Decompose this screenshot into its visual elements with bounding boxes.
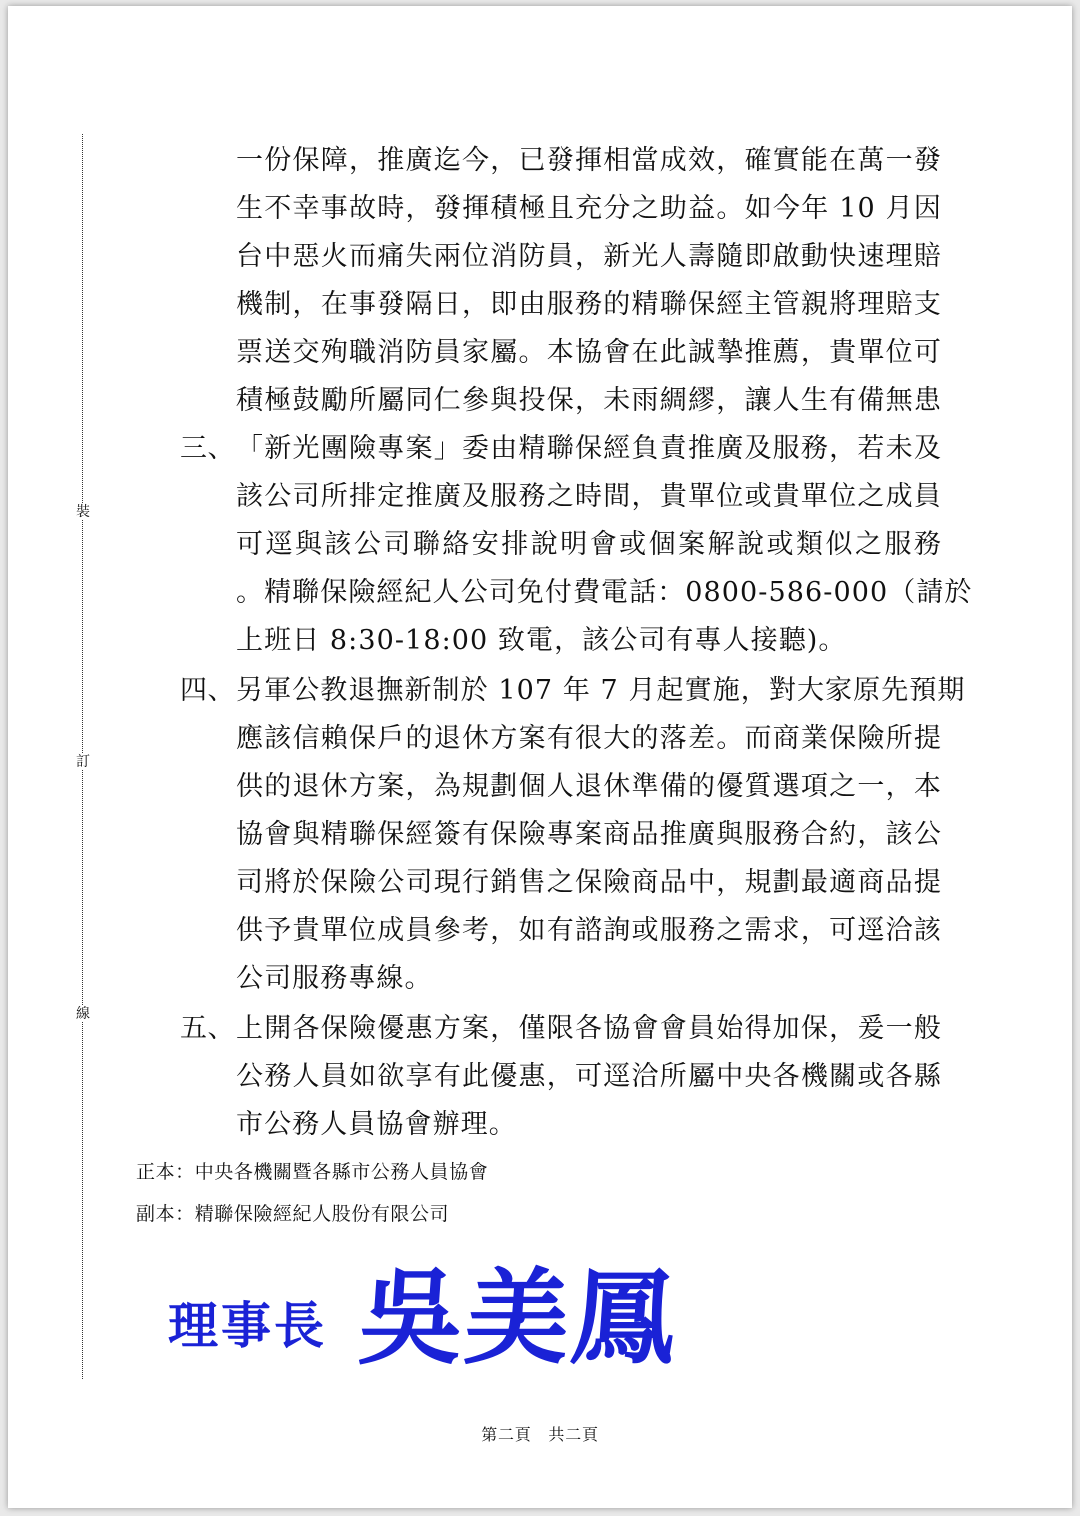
item-marker-3: 三、 (180, 433, 236, 464)
paragraph-line: 另軍公教退撫新制於 107 年 7 月起實施，對大家原先預期 (236, 675, 966, 706)
copy-recipient: 副本：精聯保險經紀人股份有限公司 (136, 1203, 450, 1225)
primary-recipient: 正本：中央各機關暨各縣市公務人員協會 (136, 1161, 489, 1183)
paragraph-line: 協會與精聯保經簽有保險專案商品推廣與服務合約，該公 (236, 819, 942, 850)
paragraph-line: 應該信賴保戶的退休方案有很大的落差。而商業保險所提 (236, 723, 942, 754)
paragraph-line: 公務人員如欲享有此優惠，可逕洽所屬中央各機關或各縣 (236, 1061, 942, 1092)
document-page (8, 6, 1072, 1508)
paragraph-line: 一份保障，推廣迄今，已發揮相當成效，確實能在萬一發 (236, 145, 942, 176)
item-marker-5: 五、 (180, 1013, 236, 1044)
paragraph-line: 生不幸事故時，發揮積極且充分之助益。如今年 10 月因 (236, 193, 942, 224)
paragraph-line: 供予貴單位成員參考，如有諮詢或服務之需求，可逕洽該 (236, 915, 942, 946)
paragraph-line: 上班日 8:30-18:00 致電，該公司有專人接聽)。 (236, 625, 847, 656)
paragraph-line: 。精聯保險經紀人公司免付費電話：0800-586-000（請於 (236, 577, 973, 608)
paragraph-line: 票送交殉職消防員家屬。本協會在此誠摯推薦，貴單位可 (236, 337, 942, 368)
paragraph-line: 台中惡火而痛失兩位消防員，新光人壽隨即啟動快速理賠 (236, 241, 942, 272)
signature-title: 理事長 (168, 1297, 327, 1355)
paragraph-line: 可逕與該公司聯絡安排說明會或個案解說或類似之服務 (236, 529, 942, 560)
page-number-footer: 第二頁 共二頁 (481, 1425, 599, 1444)
item-marker-4: 四、 (180, 675, 236, 706)
paragraph-line: 「新光團險專案」委由精聯保經負責推廣及服務，若未及 (236, 433, 942, 464)
binding-mark-xian: 線 (76, 1006, 90, 1022)
paragraph-line: 司將於保險公司現行銷售之保險商品中，規劃最適商品提 (236, 867, 942, 898)
paragraph-line: 市公務人員協會辦理。 (236, 1109, 517, 1140)
signature-name: 吳美鳳 (355, 1257, 682, 1379)
paragraph-line: 上開各保險優惠方案，僅限各協會會員始得加保，爰一般 (236, 1013, 942, 1044)
binding-mark-zhuang: 裝 (76, 504, 90, 520)
paragraph-line: 供的退休方案，為規劃個人退休準備的優質選項之一，本 (236, 771, 942, 802)
paragraph-line: 積極鼓勵所屬同仁參與投保，未雨綢繆，讓人生有備無患 (236, 385, 942, 416)
paragraph-line: 機制，在事發隔日，即由服務的精聯保經主管親將理賠支 (236, 289, 942, 320)
paragraph-line: 公司服務專線。 (236, 963, 433, 994)
binding-mark-ding: 訂 (76, 754, 90, 770)
paragraph-line: 該公司所排定推廣及服務之時間，貴單位或貴單位之成員 (236, 481, 942, 512)
